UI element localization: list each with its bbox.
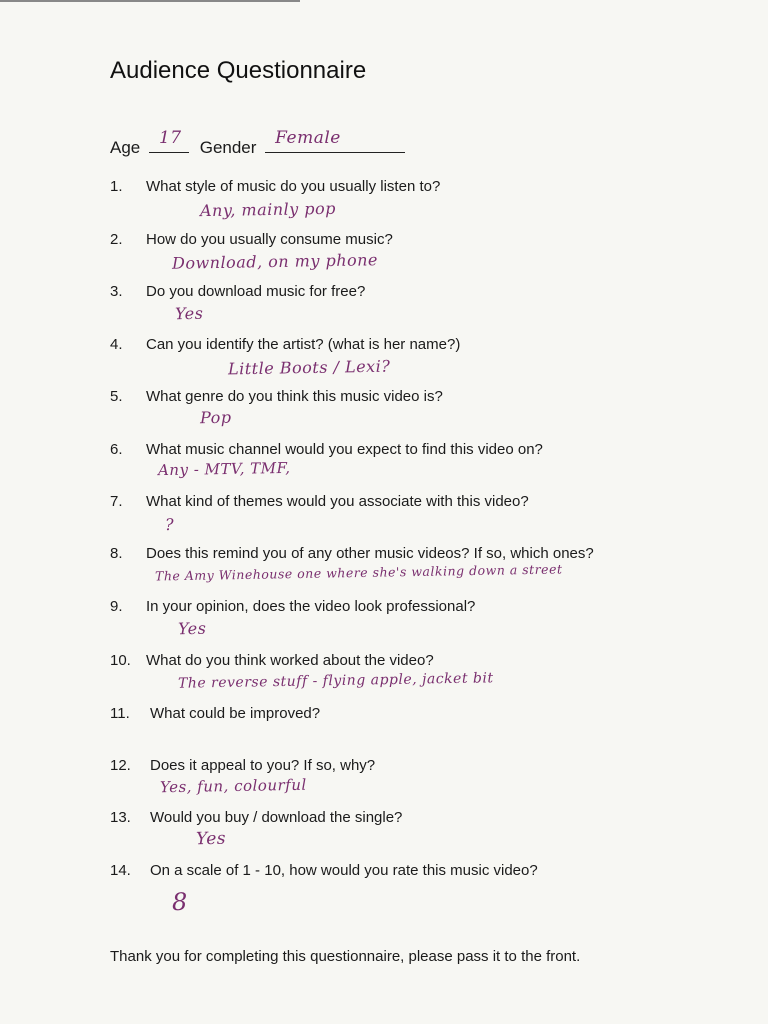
- question-11: [110, 705, 320, 722]
- question-8: [110, 545, 594, 562]
- answer-2[interactable]: Download, on my phone: [171, 250, 379, 273]
- gender-label: Gender: [199, 138, 257, 157]
- page-title: Audience Questionnaire: [110, 57, 367, 84]
- answer-12[interactable]: Yes, fun, colourful: [159, 775, 307, 797]
- question-3: [110, 283, 365, 300]
- question-number: 3.: [110, 283, 123, 300]
- question-number: 7.: [110, 493, 123, 510]
- question-number: 14.: [110, 862, 131, 879]
- question-4: [110, 336, 460, 353]
- question-number: 1.: [110, 178, 123, 195]
- answer-9[interactable]: Yes: [177, 618, 207, 639]
- gender-value: Female: [275, 128, 341, 148]
- respondent-info: [110, 128, 405, 158]
- top-edge-line: [0, 0, 300, 2]
- question-number: 6.: [110, 441, 123, 458]
- gender-field[interactable]: [265, 128, 405, 153]
- question-text: What kind of themes would you associate with this video?: [146, 493, 529, 510]
- answer-13[interactable]: Yes: [195, 828, 227, 850]
- question-number: 12.: [110, 757, 131, 774]
- answer-1[interactable]: Any, mainly pop: [199, 198, 337, 221]
- question-text: Would you buy / download the single?: [150, 809, 403, 826]
- question-text: How do you usually consume music?: [146, 231, 393, 248]
- question-text: What music channel would you expect to find this video on?: [146, 441, 543, 458]
- answer-7[interactable]: ?: [164, 514, 175, 535]
- age-field[interactable]: [149, 128, 189, 153]
- question-text: Does this remind you of any other music videos? If so, which ones?: [146, 545, 594, 562]
- answer-5[interactable]: Pop: [199, 407, 232, 428]
- question-number: 2.: [110, 231, 123, 248]
- question-6: [110, 441, 543, 458]
- question-number: 8.: [110, 545, 123, 562]
- question-text: Can you identify the artist? (what is her name?): [146, 336, 461, 353]
- answer-4[interactable]: Little Boots / Lexi?: [227, 356, 391, 379]
- answer-10[interactable]: The reverse stuff - flying apple, jacket bit: [177, 670, 494, 692]
- question-12: [110, 757, 375, 774]
- answer-8[interactable]: The Amy Winehouse one where she's walking down a street: [154, 561, 563, 584]
- question-number: 4.: [110, 336, 123, 353]
- answer-6[interactable]: Any - MTV, TMF,: [157, 458, 291, 480]
- question-text: Does it appeal to you? If so, why?: [150, 757, 376, 774]
- answer-3[interactable]: Yes: [174, 303, 204, 324]
- question-text: What do you think worked about the video?: [146, 652, 434, 669]
- question-2: [110, 231, 393, 248]
- question-9: [110, 598, 475, 615]
- question-text: On a scale of 1 - 10, how would you rate this music video?: [150, 862, 538, 879]
- question-7: [110, 493, 529, 510]
- question-text: Do you download music for free?: [146, 283, 366, 300]
- question-13: [110, 809, 402, 826]
- question-5: [110, 388, 443, 405]
- answer-14[interactable]: 8: [171, 887, 189, 917]
- question-number: 5.: [110, 388, 123, 405]
- question-text: What style of music do you usually listen to?: [146, 178, 441, 195]
- question-number: 13.: [110, 809, 131, 826]
- question-number: 9.: [110, 598, 123, 615]
- age-label: Age: [110, 138, 141, 157]
- question-1: [110, 178, 440, 195]
- footer-note: Thank you for completing this questionnaire, please pass it to the front.: [110, 948, 581, 965]
- question-10: [110, 652, 434, 669]
- question-text: In your opinion, does the video look professional?: [146, 598, 476, 615]
- question-number: 11.: [110, 705, 130, 722]
- question-14: [110, 862, 538, 879]
- age-value: 17: [158, 128, 182, 148]
- question-text: What could be improved?: [150, 705, 321, 722]
- question-text: What genre do you think this music video is?: [146, 388, 443, 405]
- question-number: 10.: [110, 652, 131, 669]
